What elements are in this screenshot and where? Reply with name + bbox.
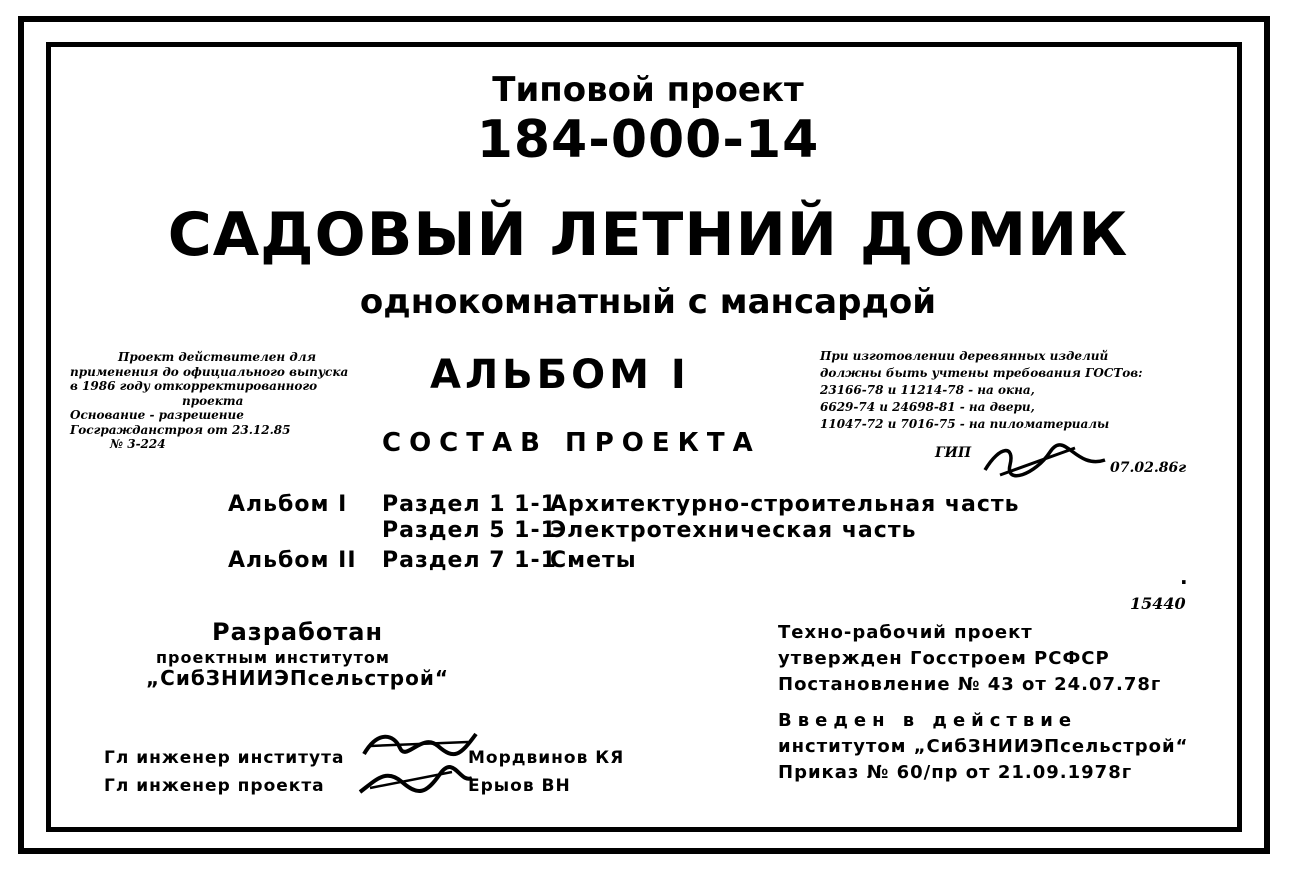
contents-name-2: Электротехническая часть (550, 518, 917, 543)
project-label: Типовой проект (492, 70, 804, 110)
developer-line-3: „СибЗНИИЭПсельстрой“ (146, 666, 450, 690)
note-right-line: должны быть учтены требования ГОСТов: (820, 366, 1143, 380)
album-label: АЛЬБОМ I (430, 352, 690, 398)
contents-section-3: Раздел 7 1-1 (382, 548, 557, 573)
note-left-line: проекта (182, 393, 244, 408)
signature-gip (980, 440, 1110, 480)
note-left-line: в 1986 году откорректированного (70, 379, 318, 393)
main-title: САДОВЫЙ ЛЕТНИЙ ДОМИК (167, 200, 1129, 270)
stamp-number: 15440 (1130, 594, 1186, 613)
note-left-line: Госгражданстроя от 23.12.85 (70, 422, 291, 437)
developer-line-2: проектным институтом (156, 648, 390, 667)
approval-line-1: Техно-рабочий проект (778, 622, 1033, 643)
project-number: 184-000-14 (476, 110, 820, 170)
note-left-line: Проект действителен для (118, 350, 317, 364)
note-left-line: Основание - разрешение (70, 408, 244, 422)
approval-line-2: утвержден Госстроем РСФСР (778, 648, 1110, 669)
contents-section-2: Раздел 5 1-1 (382, 518, 557, 543)
note-right (820, 348, 1143, 433)
signature-engineer-2 (356, 764, 476, 798)
composition-label: СОСТАВ ПРОЕКТА (382, 428, 761, 458)
signature-date: 07.02.86г (1110, 460, 1187, 476)
note-left-line: № 3-224 (110, 437, 166, 451)
dot-mark: . (1180, 565, 1188, 589)
note-right-line: При изготовлении деревянных изделий (820, 349, 1109, 363)
note-left (70, 350, 348, 452)
approval-line-4: Введен в действие (778, 710, 1078, 731)
note-right-line: 11047-72 и 7016-75 - на пиломатериалы (820, 417, 1110, 431)
developer-line-1: Разработан (212, 618, 384, 646)
approval-line-5: институтом „СибЗНИИЭПсельстрой“ (778, 736, 1189, 757)
contents-section-1: Раздел 1 1-1 (382, 492, 557, 517)
contents-album-2: Альбом II (228, 548, 357, 573)
signature-engineer-1 (360, 728, 480, 762)
engineer-role-1: Гл инженер института (104, 748, 345, 768)
contents-album-1: Альбом I (228, 492, 348, 517)
signature-role: ГИП (935, 445, 972, 461)
subtitle: однокомнатный с мансардой (359, 282, 937, 322)
engineer-name-1: Мордвинов КЯ (468, 748, 625, 768)
note-left-line: применения до официального выпуска (70, 364, 349, 379)
note-right-line: 23166-78 и 11214-78 - на окна, (820, 383, 1035, 397)
engineer-role-2: Гл инженер проекта (104, 776, 325, 796)
approval-line-6: Приказ № 60/пр от 21.09.1978г (778, 762, 1133, 783)
engineer-name-2: Ерыов ВН (468, 776, 571, 796)
approval-line-3: Постановление № 43 от 24.07.78г (778, 674, 1162, 695)
contents-name-1: Архитектурно-строительная часть (550, 492, 1020, 517)
note-right-line: 6629-74 и 24698-81 - на двери, (820, 400, 1035, 414)
contents-name-3: Сметы (550, 548, 637, 573)
